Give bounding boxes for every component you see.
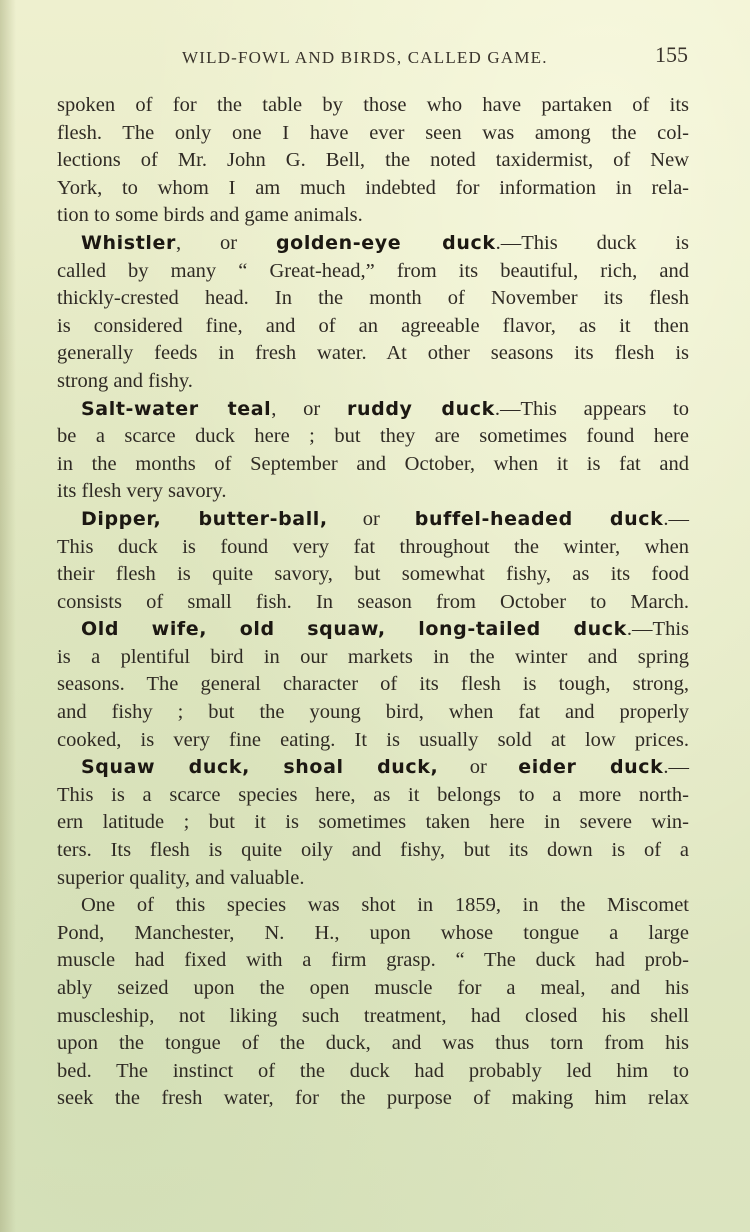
text-line — [57, 671, 689, 699]
text-line — [57, 865, 689, 893]
running-title: WILD-FOWL AND BIRDS, CALLED GAME. — [182, 48, 548, 67]
text-segment: bed. The instinct of the duck had probably led him to — [57, 1059, 689, 1082]
text-segment: seasons. The general character of its flesh is tough, strong, — [57, 673, 689, 696]
text-line — [57, 561, 689, 589]
text-line — [57, 285, 689, 313]
text-line — [57, 1085, 689, 1113]
text-segment: or — [327, 507, 415, 530]
text-segment: One of this species was shot in 1859, in the Miscomet — [81, 894, 689, 917]
page-number: 155 — [655, 42, 688, 67]
entry-heading: eider duck — [518, 756, 664, 779]
text-line — [57, 1003, 689, 1031]
text-line — [57, 754, 689, 782]
entry-heading: Salt-water teal — [81, 397, 272, 420]
text-segment: in the months of September and October, when it is fat and — [57, 452, 689, 475]
text-segment: is considered fine, and of an agreeable flavor, as it then — [57, 314, 689, 337]
text-segment: .— — [663, 756, 689, 779]
text-line — [57, 175, 689, 203]
text-line — [57, 837, 689, 865]
text-segment: seek the fresh water, for the purpose of making him relax — [57, 1087, 689, 1110]
text-segment: , or — [175, 231, 276, 254]
text-segment: .—This — [626, 618, 689, 641]
text-line — [57, 340, 689, 368]
text-segment: lections of Mr. John G. Bell, the noted taxidermist, of New — [57, 149, 689, 172]
text-segment: strong and fishy. — [57, 369, 193, 392]
text-segment: thickly-crested head. In the month of November its flesh — [57, 287, 689, 310]
text-line — [57, 202, 689, 230]
text-segment: This is a scarce species here, as it belongs to a more north- — [57, 783, 689, 806]
text-line — [57, 644, 689, 672]
text-segment: and fishy ; but the young bird, when fat and properly — [57, 701, 689, 724]
text-line — [57, 534, 689, 562]
text-line — [57, 699, 689, 727]
text-segment: ters. Its flesh is quite oily and fishy, but its down is of a — [57, 839, 689, 862]
text-segment: upon the tongue of the duck, and was thus torn from his — [57, 1032, 689, 1055]
text-segment: tion to some birds and game animals. — [57, 204, 363, 227]
entry-heading: Squaw duck, shoal duck, — [81, 756, 439, 779]
text-line — [57, 892, 689, 920]
text-line — [57, 451, 689, 479]
text-segment: , or — [271, 397, 348, 420]
text-segment: muscle had fixed with a firm grasp. “ The duck had prob- — [57, 949, 689, 972]
body-text — [57, 92, 689, 1113]
text-segment: ably seized upon the open muscle for a meal, and his — [57, 977, 689, 999]
text-segment: be a scarce duck here ; but they are sometimes found here — [57, 425, 689, 448]
text-line — [57, 478, 689, 506]
text-segment: .—This duck is — [495, 231, 689, 254]
page-gutter-shadow — [0, 0, 16, 1232]
page-header — [60, 40, 690, 74]
text-segment: their flesh is quite savory, but somewhat fishy, as its food — [57, 563, 689, 586]
text-line — [57, 258, 689, 286]
text-line — [57, 230, 689, 258]
text-line — [57, 147, 689, 175]
text-line — [57, 368, 689, 396]
text-segment: spoken of for the table by those who have partaken of its — [57, 94, 689, 116]
text-line — [57, 1030, 689, 1058]
text-line — [57, 120, 689, 148]
text-segment: generally feeds in fresh water. At other seasons its flesh is — [57, 342, 689, 365]
text-segment: York, to whom I am much indebted for information in rela- — [57, 176, 689, 199]
text-line — [57, 92, 689, 120]
entry-heading: buffel-headed duck — [414, 507, 664, 530]
text-segment: .—This appears to — [494, 397, 690, 420]
text-segment: muscleship, not liking such treatment, had closed his shell — [57, 1004, 689, 1027]
text-segment: cooked, is very fine eating. It is usually sold at low prices. — [57, 728, 689, 751]
text-segment: flesh. The only one I have ever seen was among the col- — [57, 121, 689, 144]
text-segment: .— — [663, 507, 689, 530]
entry-heading: Dipper, butter-ball, — [81, 507, 328, 530]
text-segment: or — [438, 756, 519, 779]
text-segment: called by many “ Great-head,” from its beautiful, rich, and — [57, 259, 689, 282]
text-segment: its flesh very savory. — [57, 480, 227, 503]
text-line — [57, 920, 689, 948]
text-line — [57, 313, 689, 341]
text-line — [57, 396, 689, 424]
text-line — [57, 975, 689, 1003]
entry-heading: Whistler — [81, 231, 176, 254]
text-line — [57, 423, 689, 451]
text-line — [57, 727, 689, 755]
text-segment: Pond, Manchester, N. H., upon whose tongue a large — [57, 921, 689, 944]
entry-heading: golden-eye duck — [275, 231, 496, 254]
text-segment: consists of small fish. In season from October to March. — [57, 590, 689, 613]
entry-heading: Old wife, old squaw, long-tailed duck — [81, 618, 627, 641]
text-segment: This duck is found very fat throughout the winter, when — [57, 535, 689, 558]
text-line — [57, 809, 689, 837]
text-line — [57, 947, 689, 975]
text-line — [57, 589, 689, 617]
text-line — [57, 616, 689, 644]
text-segment: ern latitude ; but it is sometimes taken here in severe win- — [57, 811, 689, 834]
text-segment: superior quality, and valuable. — [57, 866, 305, 889]
entry-heading: ruddy duck — [347, 397, 495, 420]
text-segment: is a plentiful bird in our markets in the winter and spring — [57, 645, 689, 668]
text-line — [57, 506, 689, 534]
text-line — [57, 782, 689, 810]
text-line — [57, 1058, 689, 1086]
